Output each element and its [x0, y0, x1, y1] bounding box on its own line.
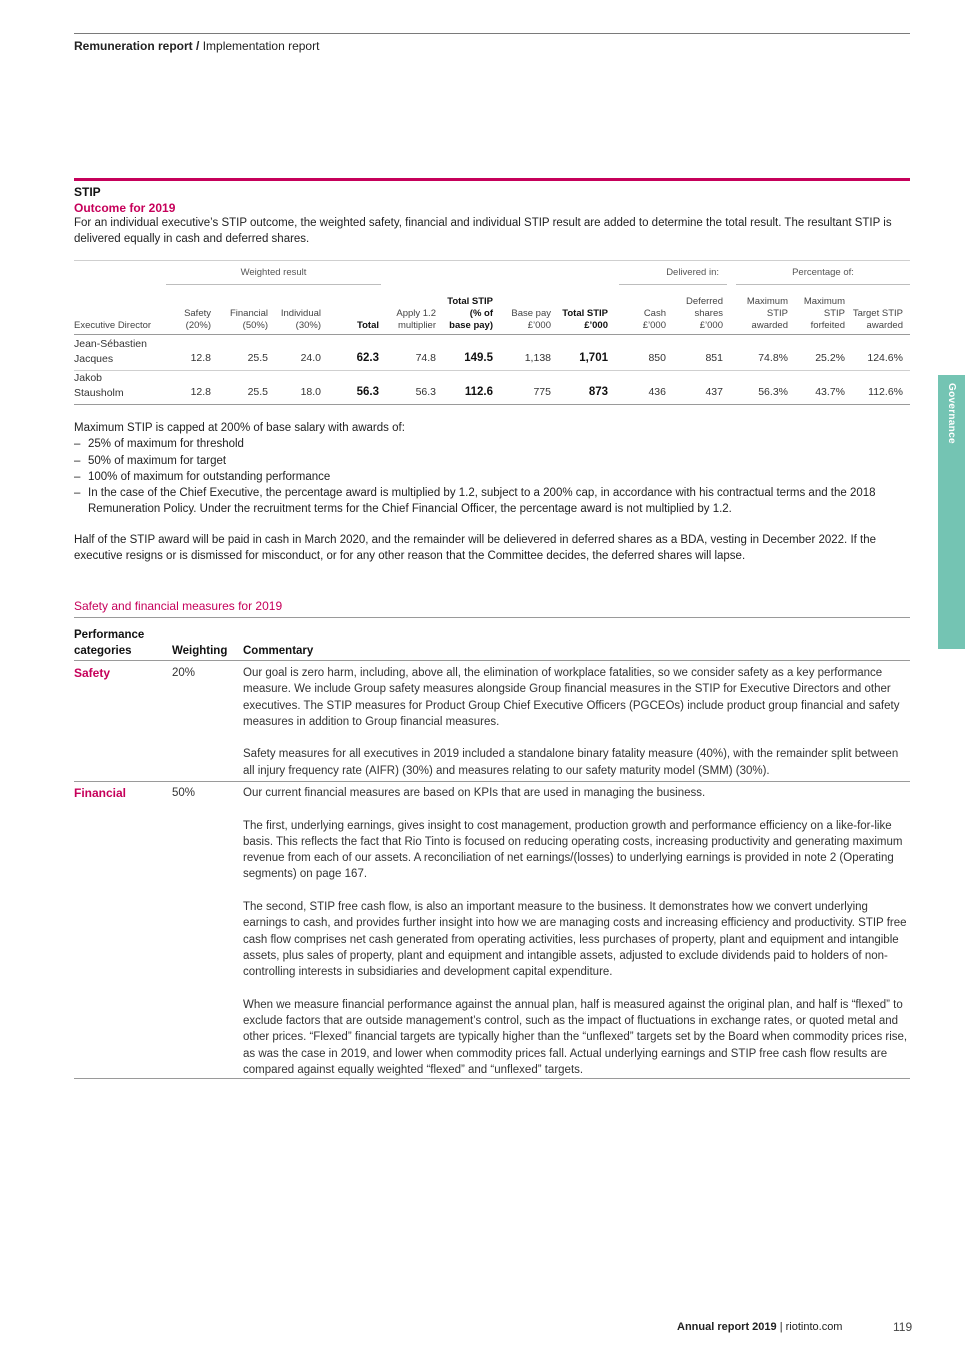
deferral-paragraph: Half of the STIP award will be paid in cash in March 2020, and the remainder will be delievered in deferred shares as a BDA, vesting in December 2022. If the executive resigns or is dismissed for misconduct, or for any other reason that the Committee decides, the deferred shares will lapse. [74, 534, 877, 563]
table-row-1-name: Jean-Sébastien Jacques [74, 338, 147, 365]
stip-table-top-rule [74, 260, 910, 261]
running-header [74, 37, 319, 55]
footer-site-link[interactable]: | riotinto.com [779, 1321, 843, 1333]
col-multiplier: Apply 1.2 multiplier [396, 308, 436, 331]
row-1-max-forfeited: 25.2% [815, 352, 845, 364]
commentary-safety [243, 665, 911, 779]
row-2-target-awarded: 112.6% [868, 386, 903, 398]
col-safety: Safety (20%) [184, 308, 211, 331]
group-header-weighted-result: Weighted result [240, 267, 307, 278]
row-1-total-stip-pct: 149.5 [464, 352, 493, 364]
stip-intro-text: For an individual executive’s STIP outcome, the weighted safety, financial and individual STIP result are added to determine the total result. The resultant STIP is delivered equally in cash and deferred shares. [74, 217, 892, 245]
row-1-financial: 25.5 [247, 352, 268, 364]
row-2-base-pay: 775 [533, 386, 551, 398]
row-1-base-pay: 1,138 [524, 352, 551, 364]
commentary-paragraph: When we measure financial performance against the annual plan, half is measured against the original plan, and half is “flexed” to exclude factors that are outside management’s control, such as the impact of fluctuations in exchange rates, or quoted metal and other prices. “Flexed” financial targets are typically higher than the “unflexed” targets set by the Board when commodity prices rise, as was the case in 2019, and lower when commodity prices fall. Actual underlying earnings and STIP free cash flow results are compared against equally weighted “flexed” and “unflexed” targets. [243, 998, 908, 1077]
col-base-pay: Base pay £’000 [511, 308, 551, 331]
col-financial: Financial (50%) [229, 308, 268, 331]
footer-report: Annual report 2019 [677, 1321, 777, 1333]
measures-heading: Safety and financial measures for 2019 [74, 599, 283, 613]
table-row-2-name: Jakob Stausholm [74, 372, 124, 399]
col-cash: Cash £’000 [642, 308, 666, 331]
row-1-deferred: 851 [705, 352, 723, 364]
col-weighting: Weighting [172, 645, 228, 657]
measures-bottom-rule [74, 1078, 910, 1079]
list-item: – 100% of maximum for outstanding performance [74, 469, 910, 485]
row-1-multiplier: 74.8 [415, 352, 436, 364]
group-header-delivered-in: Delivered in: [666, 267, 719, 278]
list-item: – 50% of maximum for target [74, 453, 910, 469]
header-section: Remuneration report / [74, 39, 200, 53]
row-1-total: 62.3 [356, 352, 379, 364]
col-total-stip-pct: Total STIP (% of base pay) [447, 296, 493, 331]
row-2-multiplier: 56.3 [415, 386, 436, 398]
col-max-stip-forfeited: Maximum STIP forfeited [803, 296, 845, 331]
weighting-safety: 20% [172, 667, 196, 679]
side-tab-label: Governance [946, 383, 957, 444]
row-2-safety: 12.8 [190, 386, 211, 398]
table-bottom-rule [74, 404, 910, 405]
cap-list [74, 436, 910, 517]
col-total-stip-gbp: Total STIP £’000 [562, 308, 608, 331]
commentary-paragraph: Safety measures for all executives in 2019 included a standalone binary fatality measure (40%), with the remainder split between all injury frequency rate (AIFR) (30%) and measures relating to our safety maturity model (SMM) (30%). [243, 748, 899, 777]
list-item: – In the case of the Chief Executive, the percentage award is multiplied by 1.2, subject to a 200% cap, in accordance with his contractual terms and the 2018 Remuneration Policy. Under the recruitment terms for the Chief Financial Officer, the percentage award is not multiplied by 1.2. [74, 485, 910, 518]
cap-lead: Maximum STIP is capped at 200% of base salary with awards of: [74, 422, 405, 434]
col-performance-categories: Performance categories [74, 629, 145, 657]
row-2-financial: 25.5 [247, 386, 268, 398]
commentary-financial [243, 785, 911, 1078]
page-number: 119 [893, 1320, 913, 1334]
row-2-max-awarded: 56.3% [758, 386, 788, 398]
row-1-safety: 12.8 [190, 352, 211, 364]
col-total: Total [357, 320, 379, 331]
row-1-total-stip: 1,701 [579, 352, 608, 364]
row-1-max-awarded: 74.8% [758, 352, 788, 364]
table-row-rule [74, 370, 910, 371]
group-line-weighted [166, 284, 381, 285]
governance-side-tab[interactable] [938, 375, 965, 649]
col-individual: Individual (30%) [280, 308, 321, 331]
stip-cap-text [74, 420, 910, 518]
group-line-delivered [619, 284, 727, 285]
row-1-cash: 850 [648, 352, 666, 364]
row-1-individual: 24.0 [300, 352, 321, 364]
row-2-total: 56.3 [356, 386, 379, 398]
row-2-total-stip-pct: 112.6 [464, 386, 493, 398]
col-commentary: Commentary [243, 645, 314, 657]
header-subsection: Implementation report [202, 39, 320, 53]
stip-outcome-table [74, 262, 910, 404]
header-rule [74, 33, 910, 34]
stip-title: STIP [74, 185, 101, 199]
list-item: – 25% of maximum for threshold [74, 436, 910, 452]
category-safety: Safety [74, 666, 111, 680]
row-2-total-stip: 873 [588, 386, 608, 398]
commentary-paragraph: The first, underlying earnings, gives insight to cost management, production growth and performance efficiency on a like-for-like basis. This reflects the fact that Rio Tinto is focused on reducing operating costs, increasing productivity and generating maximum revenue from each of our assets. A reconciliation of net earnings/(losses) to underlying earnings is provided in note 2 (Operating segments) on page 167. [243, 819, 903, 881]
row-1-target-awarded: 124.6% [867, 352, 903, 364]
row-2-max-forfeited: 43.7% [815, 386, 845, 398]
stip-section-rule [74, 178, 910, 181]
col-executive-director: Executive Director [74, 320, 152, 331]
measures-row-rule [74, 781, 910, 782]
col-target-stip-awarded: Target STIP awarded [852, 308, 903, 331]
weighting-financial: 50% [172, 787, 196, 799]
table-header-rule [74, 334, 910, 335]
footer-report-title [677, 1319, 842, 1336]
row-2-individual: 18.0 [300, 386, 321, 398]
stip-outcome-heading: Outcome for 2019 [74, 201, 176, 215]
measures-header-rule [74, 660, 910, 661]
row-2-cash: 436 [648, 386, 666, 398]
row-2-deferred: 437 [705, 386, 723, 398]
group-header-percentage-of: Percentage of: [792, 267, 854, 278]
commentary-paragraph: Our goal is zero harm, including, above all, the elimination of workplace fatalities, so we consider safety as a key performance measure. We include Group safety measures alongside Group financial measures in the STIP for Executive Directors and other executives. The STIP measures for Product Group Chief Executive Officers (PGCEOs) include product group financial and safety measures in addition to Group financial measures. [243, 667, 900, 728]
col-deferred-shares: Deferred shares £’000 [686, 296, 723, 331]
commentary-paragraph: Our current financial measures are based on KPIs that are used in managing the business. [243, 787, 706, 799]
commentary-paragraph: The second, STIP free cash flow, is also an important measure to the business. It demonstrates how we convert underlying earnings to cash, and provides further insight into how we are managing costs and increasing efficiency and productivity. STIP free cash flow comprises net cash generated from operating activities, less purchases of property, plant and equipment and intangible assets, plus sales of property, plant and equipment and intangible assets, adjusted to exclude dividends paid to holders of non-controlling interests in subsidiaries and development capital expenditure. [243, 901, 907, 979]
group-line-percentage [736, 284, 910, 285]
category-financial: Financial [74, 786, 127, 800]
col-max-stip-awarded: Maximum STIP awarded [746, 296, 788, 331]
measures-top-rule [74, 617, 910, 618]
